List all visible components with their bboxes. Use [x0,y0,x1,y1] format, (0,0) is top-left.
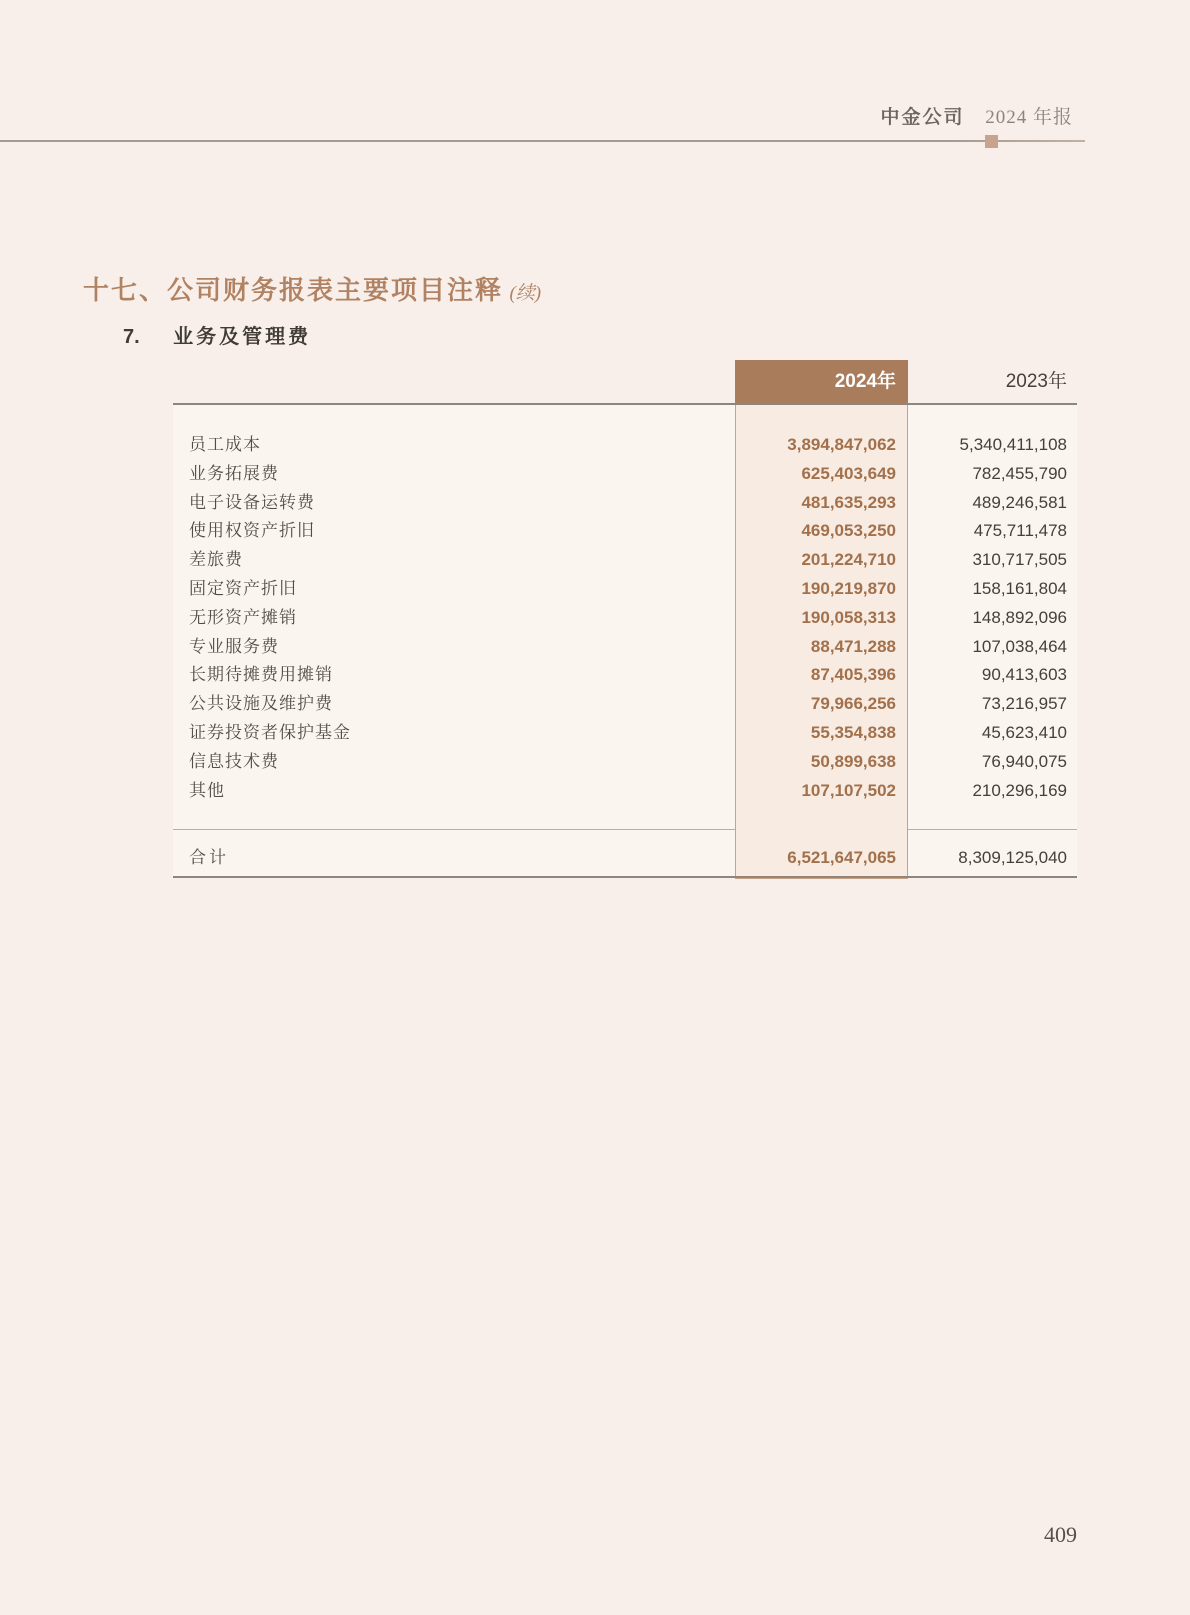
row-label: 长期待摊费用摊销 [189,665,333,685]
expenses-table [173,360,1077,880]
table-row [173,748,1077,777]
row-label: 电子设备运转费 [189,492,315,512]
row-value-2023: 310,717,505 [972,550,1067,570]
total-value-2024: 6,521,647,065 [787,848,896,867]
table-row [173,604,1077,633]
row-value-2024: 79,966,256 [810,694,896,714]
item-heading [123,320,311,349]
table-row [173,661,1077,690]
table-row [173,719,1077,748]
total-divider-line [173,829,1077,830]
row-label: 公共设施及维护费 [189,694,333,714]
row-value-2024: 107,107,502 [801,780,896,800]
report-year-label: 2024 年报 [985,107,1073,128]
row-value-2024: 50,899,638 [810,751,896,771]
table-row [173,690,1077,719]
row-value-2024: 190,058,313 [801,607,896,627]
row-value-2024: 3,894,847,062 [787,435,896,454]
row-value-2023: 782,455,790 [972,463,1067,483]
row-label: 其他 [189,780,225,800]
table-row [173,460,1077,489]
item-title: 业务及管理费 [173,326,312,348]
row-value-2024: 88,471,288 [810,636,896,656]
row-label: 使用权资产折旧 [189,521,315,541]
row-value-2024: 190,219,870 [801,578,896,598]
row-value-2023: 76,940,075 [981,751,1067,771]
row-value-2023: 107,038,464 [972,636,1067,656]
row-value-2023: 90,413,603 [981,665,1067,685]
row-value-2024: 87,405,396 [810,665,896,685]
total-value-2023: 8,309,125,040 [958,848,1067,867]
table-row [173,546,1077,575]
row-value-2023: 475,711,478 [973,521,1067,541]
table-row [173,431,1077,460]
row-value-2023: 158,161,804 [972,578,1067,598]
row-value-2024: 469,053,250 [801,521,896,541]
company-name: 中金公司 [880,107,965,128]
row-label: 业务拓展费 [189,463,279,483]
row-value-2024: 201,224,710 [801,550,896,570]
row-value-2024: 55,354,838 [810,722,896,742]
total-row [173,844,1077,873]
page-number: 409 [1044,1522,1077,1547]
row-value-2023: 73,216,957 [981,694,1067,714]
total-label: 合计 [189,848,229,867]
table-row [173,489,1077,518]
item-number: 7. [123,326,140,348]
section-title [83,270,541,307]
column-header-2024: 2024年 [735,360,908,403]
row-label: 员工成本 [189,435,261,454]
table-bottom-line [173,876,1077,878]
table-top-line [173,403,1077,405]
row-value-2024: 625,403,649 [801,463,896,483]
row-value-2024: 481,635,293 [801,492,896,512]
row-value-2023: 489,246,581 [972,492,1067,512]
header-rule [0,140,1085,142]
row-value-2023: 210,296,169 [972,780,1067,800]
table-row [173,777,1077,806]
row-label: 证券投资者保护基金 [189,722,351,742]
row-label: 无形资产摊销 [189,607,297,627]
row-label: 信息技术费 [189,751,279,771]
row-label: 固定资产折旧 [189,578,297,598]
row-label: 差旅费 [189,550,243,570]
section-title-suffix: (续) [509,283,542,304]
table-row [173,517,1077,546]
row-value-2023: 5,340,411,108 [959,435,1067,454]
table-row [173,633,1077,662]
running-header [880,105,1073,131]
header-rule-square-marker [985,135,998,148]
table-row [173,575,1077,604]
section-title-text: 十七、公司财务报表主要项目注释 [83,275,504,305]
row-value-2023: 45,623,410 [981,722,1067,742]
row-label: 专业服务费 [189,636,279,656]
table-rows [173,431,1077,805]
column-header-2023: 2023年 [1005,371,1067,392]
row-value-2023: 148,892,096 [972,607,1067,627]
